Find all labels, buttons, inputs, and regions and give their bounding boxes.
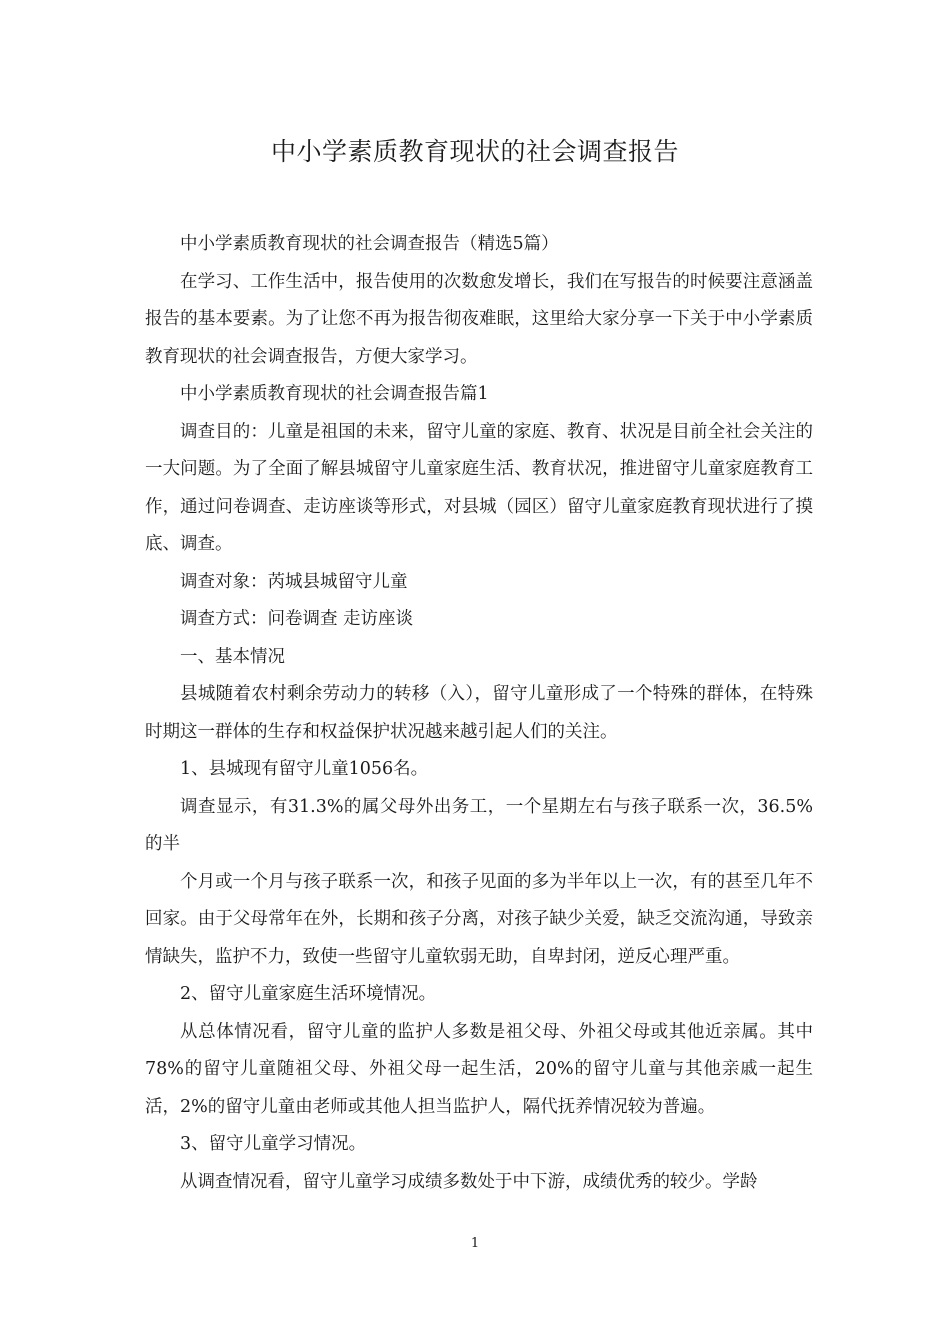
paragraph-heading-basic: 一、基本情况 (180, 646, 285, 667)
paragraph-item-1: 1、县城现有留守儿童1056名。 (180, 759, 429, 779)
paragraph-intro: 在学习、工作生活中，报告使用的次数愈发增长，我们在写报告的时候要注意涵盖报告的基本要素。为了让您不再为报告彻夜难眠，这里给大家分享一下关于中小学素质教育现状的社会调查报告，方便大家学习。 (145, 271, 813, 367)
paragraph-subtitle: 中小学素质教育现状的社会调查报告（精选5篇） (180, 234, 559, 254)
document-title: 中小学素质教育现状的社会调查报告 (270, 137, 679, 166)
paragraph-section-heading: 中小学素质教育现状的社会调查报告篇1 (180, 384, 489, 404)
paragraph-methods: 调查方式：问卷调查 走访座谈 (180, 609, 414, 629)
paragraph-purpose: 调查目的：儿童是祖国的未来，留守儿童的家庭、教育、状况是目前全社会关注的一大问题。为了全面了解县城留守儿童家庭生活、教育状况，推进留守儿童家庭教育工作，通过问卷调查、走访座谈等形式，对县城（园区）留守儿童家庭教育现状进行了摸底、调查。 (145, 421, 813, 554)
paragraph-item-3: 3、留守儿童学习情况。 (180, 1134, 367, 1154)
paragraph-contact: 个月或一个月与孩子联系一次，和孩子见面的多为半年以上一次，有的甚至几年不回家。由于父母常年在外，长期和孩子分离，对孩子缺少关爱，缺乏交流沟通，导致亲情缺失，监护不力，致使一些留守儿童软弱无助，自卑封闭，逆反心理严重。 (145, 871, 813, 967)
page-number: 1 (470, 1236, 480, 1251)
paragraph-basic-intro: 县城随着农村剩余劳动力的转移（入），留守儿童形成了一个特殊的群体，在特殊时期这一群体的生存和权益保护状况越来越引起人们的关注。 (145, 684, 813, 742)
paragraph-guardians: 从总体情况看，留守儿童的监护人多数是祖父母、外祖父母或其他近亲属。其中 78%的留守儿童随祖父母、外祖父母一起生活，20%的留守儿童与其他亲戚一起生活，2%的留守儿童由老师或其他人担当监护人，隔代抚养情况较为普遍。 (145, 1021, 813, 1117)
paragraph-subjects: 调查对象：芮城县城留守儿童 (180, 571, 408, 592)
document-body (145, 226, 813, 1201)
paragraph-item-2: 2、留守儿童家庭生活环境情况。 (180, 984, 437, 1004)
paragraph-survey-stats: 调查显示，有31.3%的属父母外出务工，一个星期左右与孩子联系一次，36.5%的半 (145, 796, 813, 854)
paragraph-study: 从调查情况看，留守儿童学习成绩多数处于中下游，成绩优秀的较少。学龄 (180, 1171, 758, 1192)
